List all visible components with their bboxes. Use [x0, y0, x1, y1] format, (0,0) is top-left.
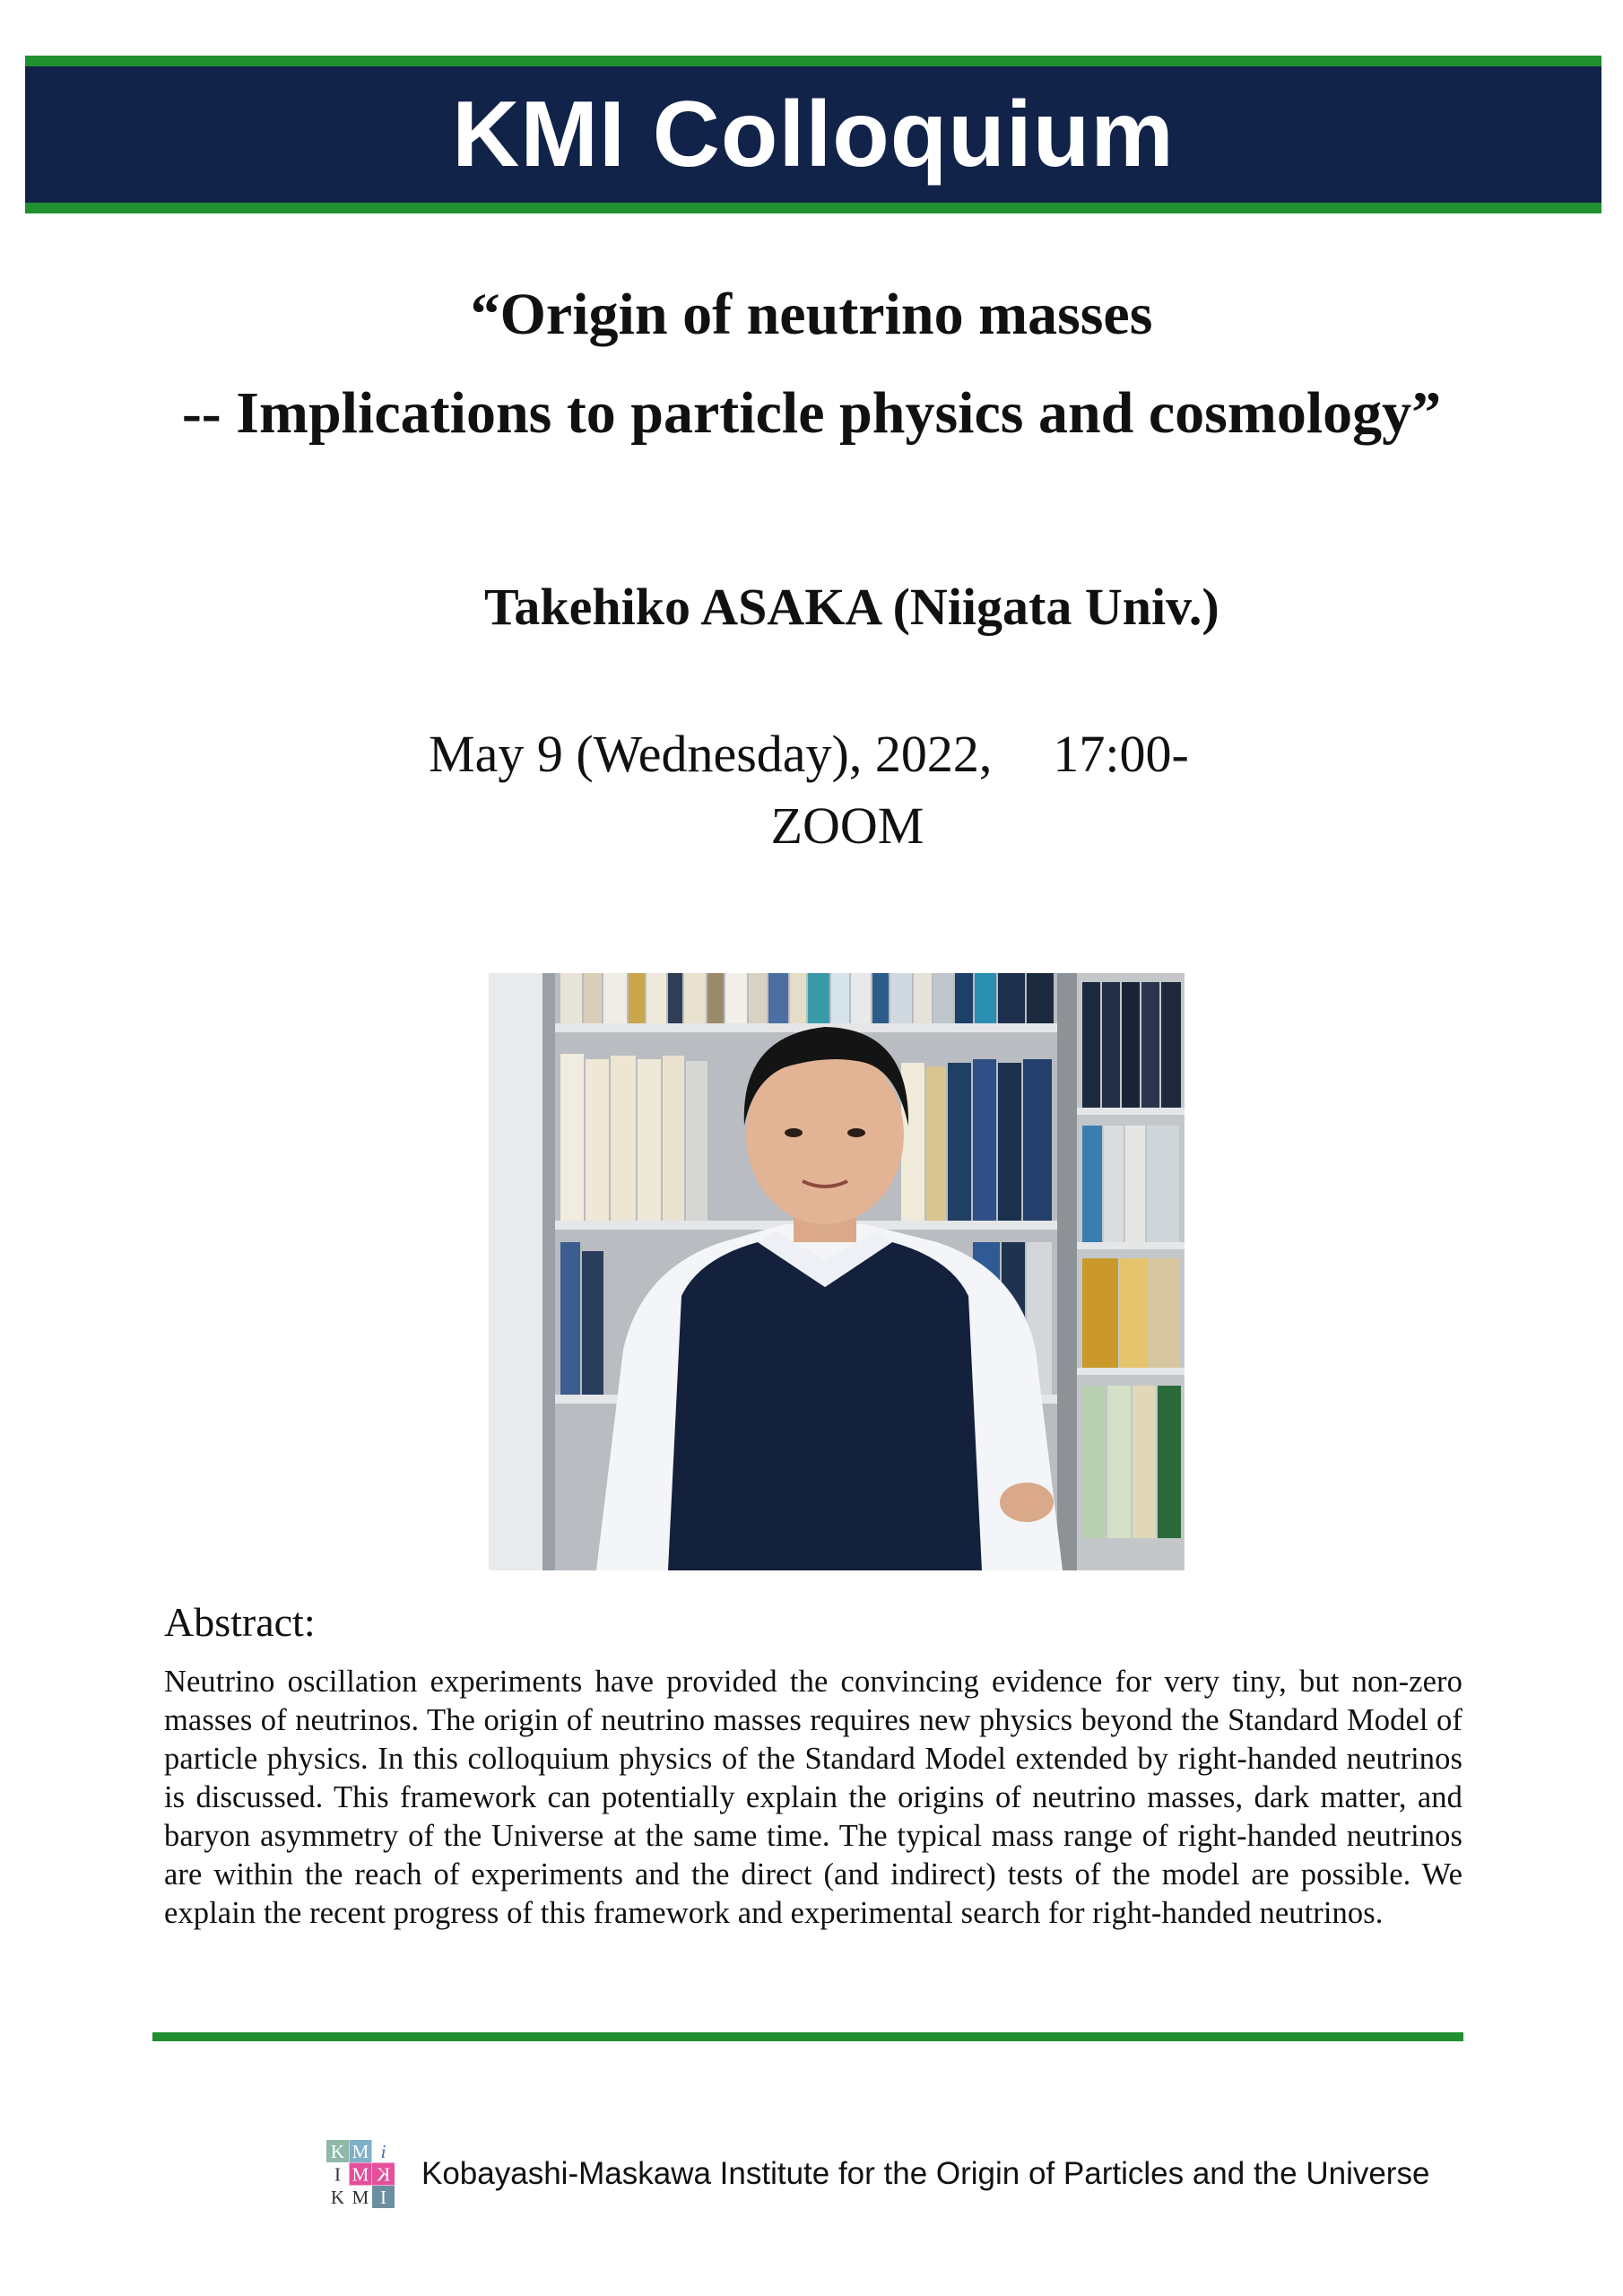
svg-text:K: K [330, 2141, 345, 2162]
talk-title-line-1: “Origin of neutrino masses [470, 282, 1153, 347]
svg-text:i: i [380, 2141, 386, 2162]
svg-text:K: K [330, 2187, 345, 2208]
abstract-heading: Abstract: [164, 1599, 316, 1645]
institute-name: Kobayashi-Maskawa Institute for the Origin of Particles and the Universe [421, 2156, 1430, 2191]
speaker-name: Takehiko ASAKA (Niigata Univ.) [484, 578, 1219, 636]
footer-divider [152, 2032, 1463, 2041]
header-banner [25, 56, 1601, 213]
svg-text:M: M [352, 2187, 369, 2208]
footer [326, 2140, 1429, 2208]
svg-text:M: M [352, 2141, 369, 2162]
event-time: 17:00- [1053, 725, 1189, 783]
event-venue: ZOOM [770, 796, 924, 855]
svg-text:K: K [376, 2163, 391, 2186]
kmi-logo-icon [326, 2140, 395, 2208]
svg-text:M: M [352, 2163, 369, 2186]
speaker-photo [489, 973, 1185, 1570]
event-datetime [429, 725, 1189, 783]
svg-text:I: I [380, 2187, 386, 2208]
abstract-body: Neutrino oscillation experiments have provided the convincing evidence for very tiny, but non-zero masses of neutrinos. The origin of neutrino masses requires new physics beyond the Standard Model of particle physics. In this colloquium physics of the Standard Model extended by right-handed neutrinos is discussed. This framework can potentially explain the origins of neutrino masses, dark matter, and baryon asymmetry of the Universe at the same time. The typical mass range of right-handed neutrinos are within the reach of experiments and the direct (and indirect) tests of the model are possible. We explain the recent progress of this framework and experimental search for right-handed neutrinos. [164, 1665, 1462, 1930]
event-date: May 9 (Wednesday), 2022, [429, 725, 993, 783]
svg-text:I: I [334, 2163, 341, 2186]
banner-title: KMI Colloquium [452, 83, 1175, 187]
talk-title-line-2: -- Implications to particle physics and cosmology” [181, 380, 1442, 446]
